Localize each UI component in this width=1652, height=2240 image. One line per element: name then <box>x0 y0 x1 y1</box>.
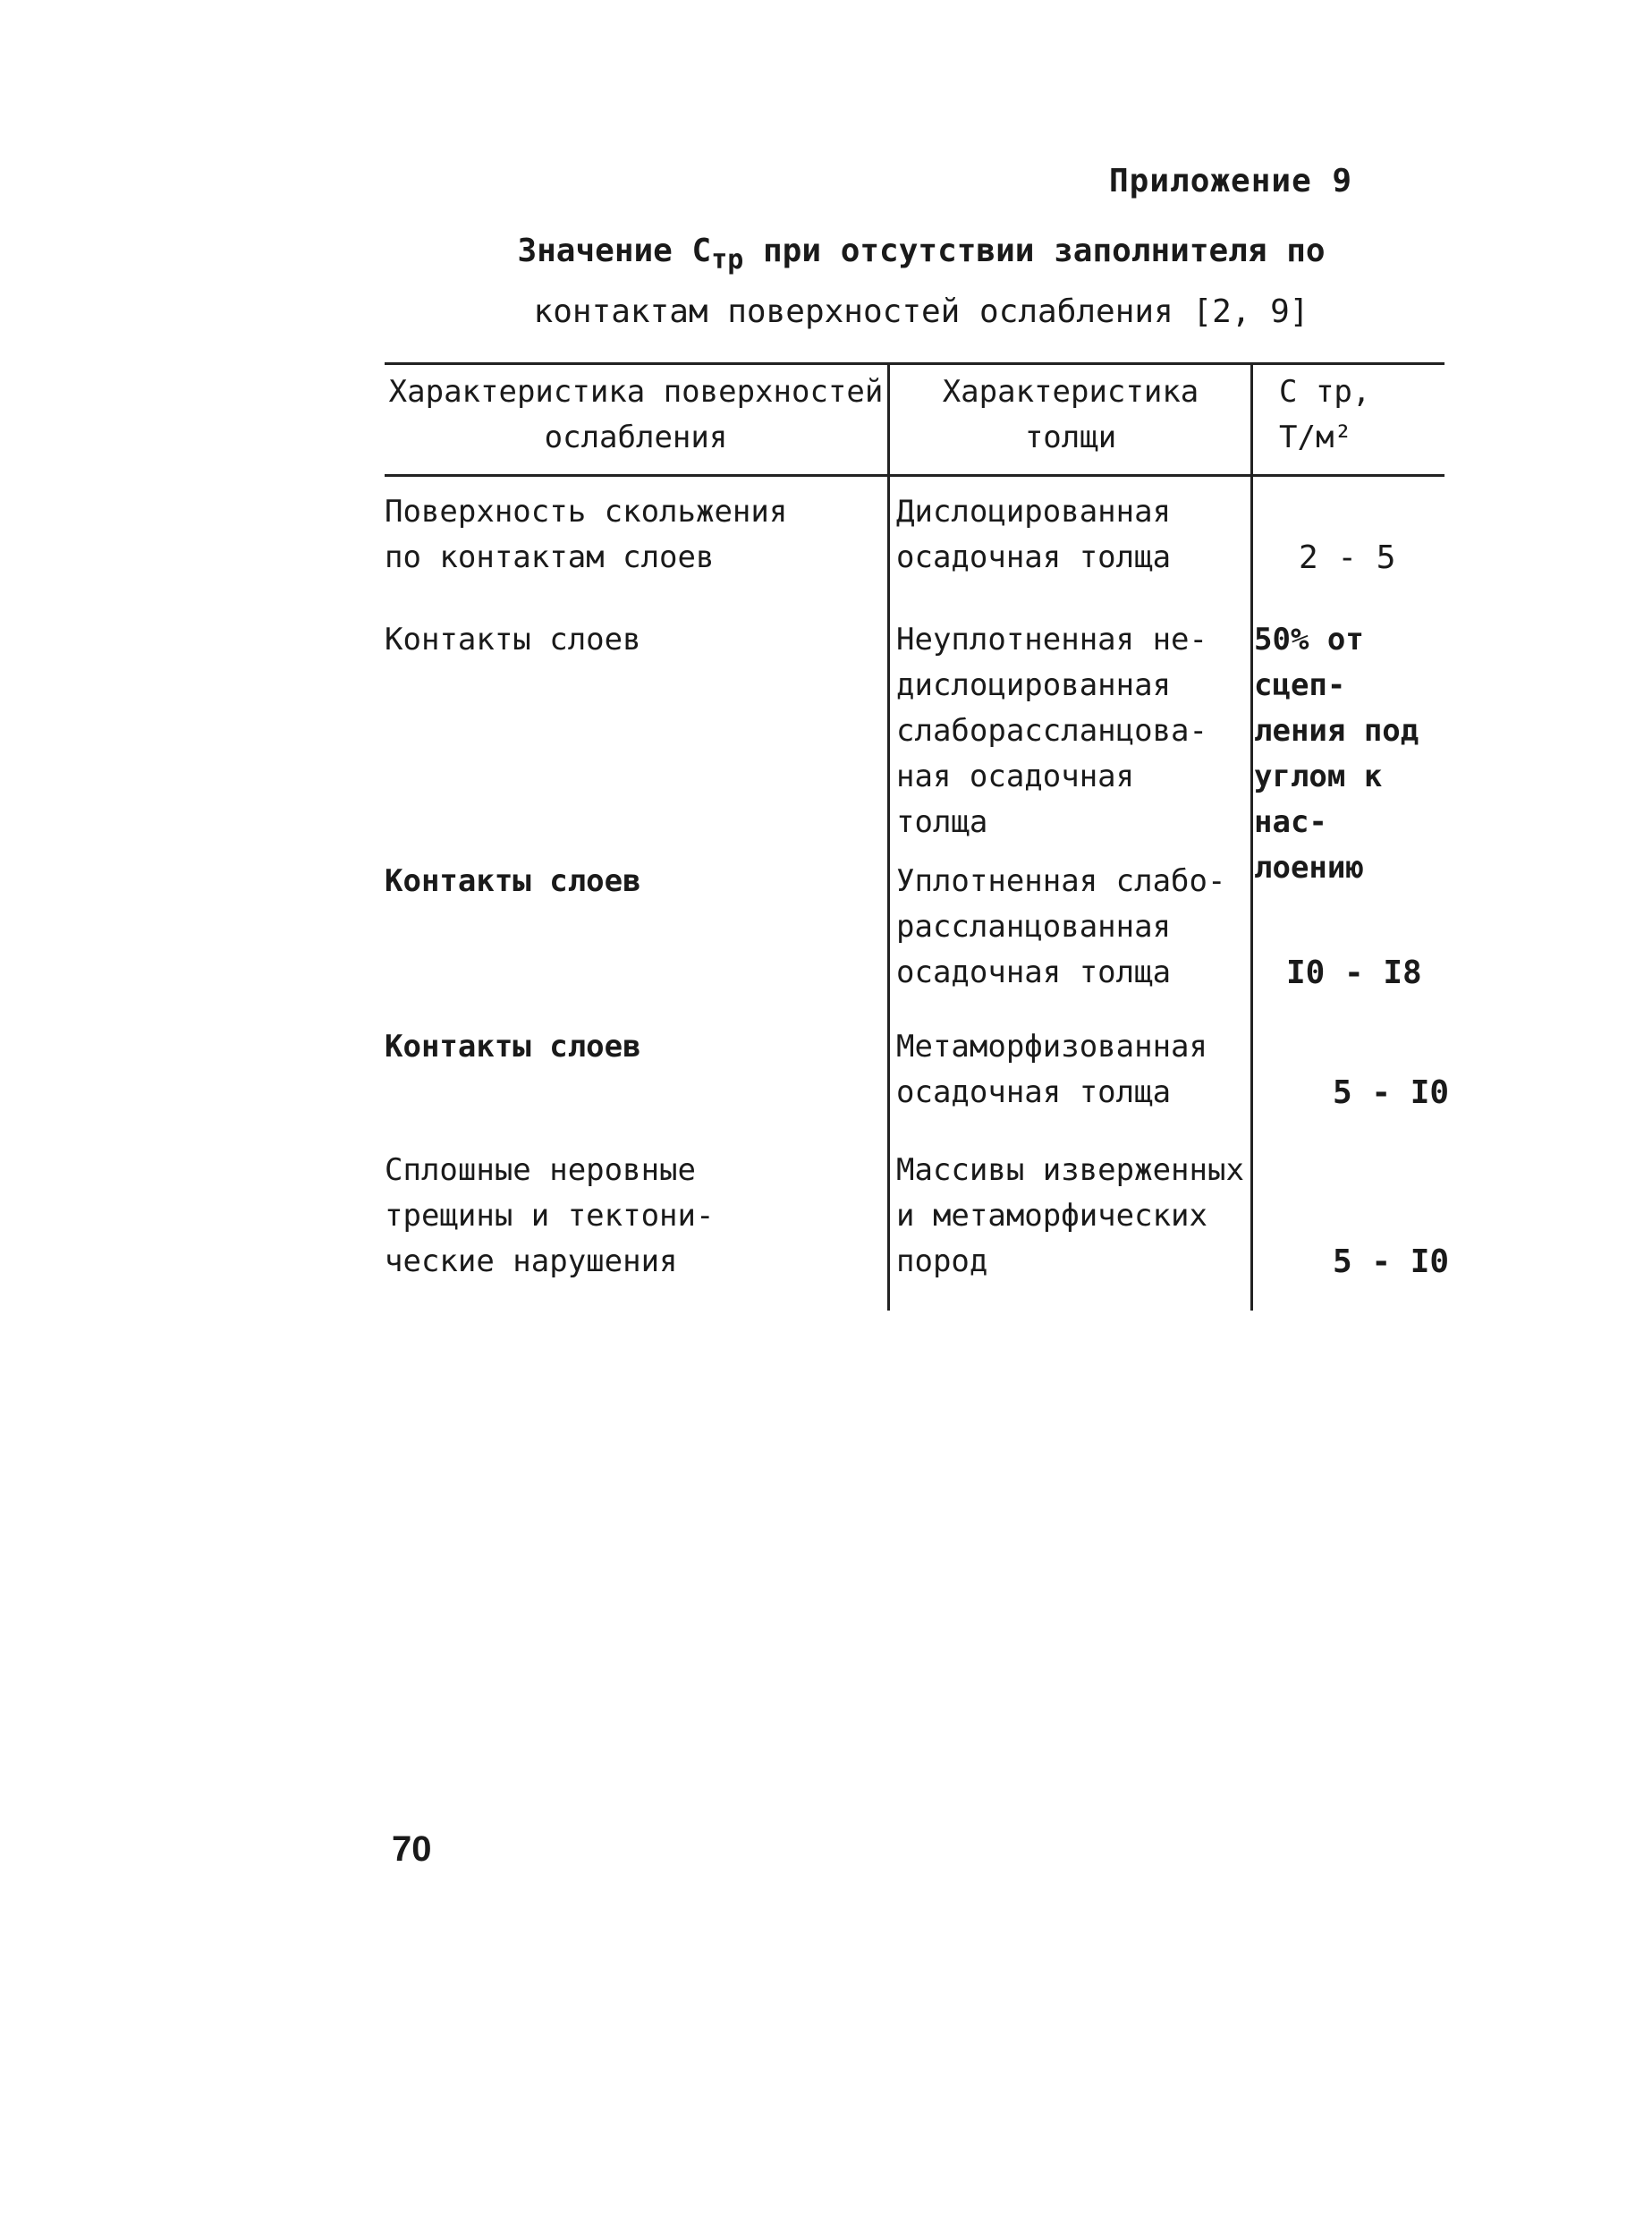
row4-rock: Метаморфизованная осадочная толща <box>896 1029 1207 1110</box>
title-line-1: Значение $С_{тр}$ при отсутствии заполнителя по <box>517 233 1326 276</box>
data-table <box>385 362 1449 1311</box>
header-surface: Характеристика поверхностей ослабления <box>388 374 884 455</box>
row3-rock: Уплотненная слабо- рассланцованная осадочная толща <box>896 863 1226 990</box>
table-top-rule <box>385 362 1444 365</box>
page-number: 70 <box>392 1829 432 1869</box>
row1-value: 2 - 5 <box>1299 539 1396 576</box>
row3-value: I0 - I8 <box>1286 955 1422 991</box>
header-bottom-rule <box>385 474 1444 477</box>
row5-surface: Сплошные неровные трещины и тектони- ческие нарушения <box>385 1152 715 1279</box>
row4-surface: Контакты слоев <box>385 1029 641 1065</box>
row2-value: 50% от сцеп- ления под углом к нас- лоению <box>1254 622 1419 886</box>
row3-surface: Контакты слоев <box>385 863 641 899</box>
row1-surface: Поверхность скольжения по контактам слоев <box>385 494 788 575</box>
column-separator-2 <box>1250 362 1253 1311</box>
row2-surface: Контакты слоев <box>385 622 641 658</box>
row5-rock: Массивы изверженных и метаморфических пород <box>896 1152 1244 1279</box>
row1-rock: Дислоцированная осадочная толща <box>896 494 1172 575</box>
table-title <box>501 225 1342 338</box>
column-separator-1 <box>887 362 890 1311</box>
row4-value: 5 - I0 <box>1333 1074 1450 1111</box>
row2-rock: Неуплотненная не- дислоцированная слаборассланцова- ная осадочная толща <box>896 622 1207 840</box>
row5-value: 5 - I0 <box>1333 1243 1450 1280</box>
appendix-label: Приложение 9 <box>1109 163 1353 199</box>
header-rock: Характеристика толщи <box>942 374 1199 455</box>
title-line-2: контактам поверхностей ослабления [2, 9] <box>533 293 1309 331</box>
header-friction: С тр, Т/м² <box>1279 374 1371 455</box>
